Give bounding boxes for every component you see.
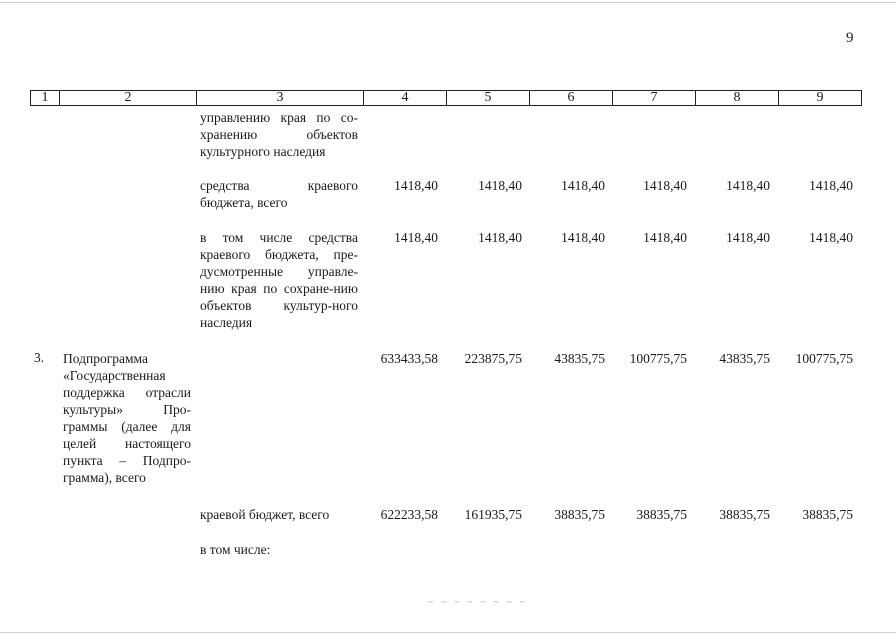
scan-edge-top (0, 2, 896, 3)
row-value-col8: 43835,75 (719, 351, 770, 366)
row-description: краевой бюджет, всего (200, 507, 330, 522)
row-value-col9: 1418,40 (809, 178, 853, 193)
row-value-col9: 38835,75 (802, 507, 853, 522)
row-description: средства краевого бюджета, всего (200, 178, 358, 210)
column-header-5: 5 (447, 91, 530, 106)
column-header-6: 6 (530, 91, 613, 106)
row-value-col4: 1418,40 (394, 178, 438, 193)
column-header-1: 1 (31, 91, 60, 106)
row-description: в том числе: (200, 542, 271, 557)
subprogram-name: Подпрограмма «Государственная поддержка отрасли культуры» Про-граммы (далее для целей настоящего пункта – Подпро-грамма), всего (63, 351, 191, 485)
page-number: 9 (846, 30, 854, 46)
column-header-9: 9 (779, 91, 862, 106)
row-value-col8: 38835,75 (719, 507, 770, 522)
scan-edge-bottom (0, 632, 896, 633)
row-description: в том числе средства краевого бюджета, пре-дусмотренные управле-нию края по сохране-нию объектов культур-ного наследия (200, 230, 358, 330)
row-value-col8: 1418,40 (726, 230, 770, 245)
row-value-col7: 38835,75 (636, 507, 687, 522)
row-value-col5: 1418,40 (478, 230, 522, 245)
row-value-col4: 1418,40 (394, 230, 438, 245)
row-value-col4: 633433,58 (380, 351, 438, 366)
row-value-col9: 1418,40 (809, 230, 853, 245)
row-value-col8: 1418,40 (726, 178, 770, 193)
column-header-7: 7 (613, 91, 696, 106)
column-header-3: 3 (197, 91, 364, 106)
row-value-col6: 1418,40 (561, 178, 605, 193)
column-header-8: 8 (696, 91, 779, 106)
row-number: 3. (34, 350, 45, 365)
column-number-header (30, 90, 862, 106)
row-description: управлению края по со-хранению объектов культурного наследия (200, 110, 358, 159)
scan-smudge: ~ ~ ~ ~ ~ ~ ~ ~ (428, 597, 528, 605)
row-value-col6: 1418,40 (561, 230, 605, 245)
column-header-2: 2 (60, 91, 197, 106)
row-value-col6: 43835,75 (554, 351, 605, 366)
row-value-col7: 1418,40 (643, 230, 687, 245)
row-value-col5: 161935,75 (464, 507, 522, 522)
column-header-4: 4 (364, 91, 447, 106)
row-value-col5: 1418,40 (478, 178, 522, 193)
row-value-col7: 1418,40 (643, 178, 687, 193)
row-value-col5: 223875,75 (464, 351, 522, 366)
row-value-col6: 38835,75 (554, 507, 605, 522)
row-value-col9: 100775,75 (795, 351, 853, 366)
row-value-col4: 622233,58 (380, 507, 438, 522)
row-value-col7: 100775,75 (629, 351, 687, 366)
